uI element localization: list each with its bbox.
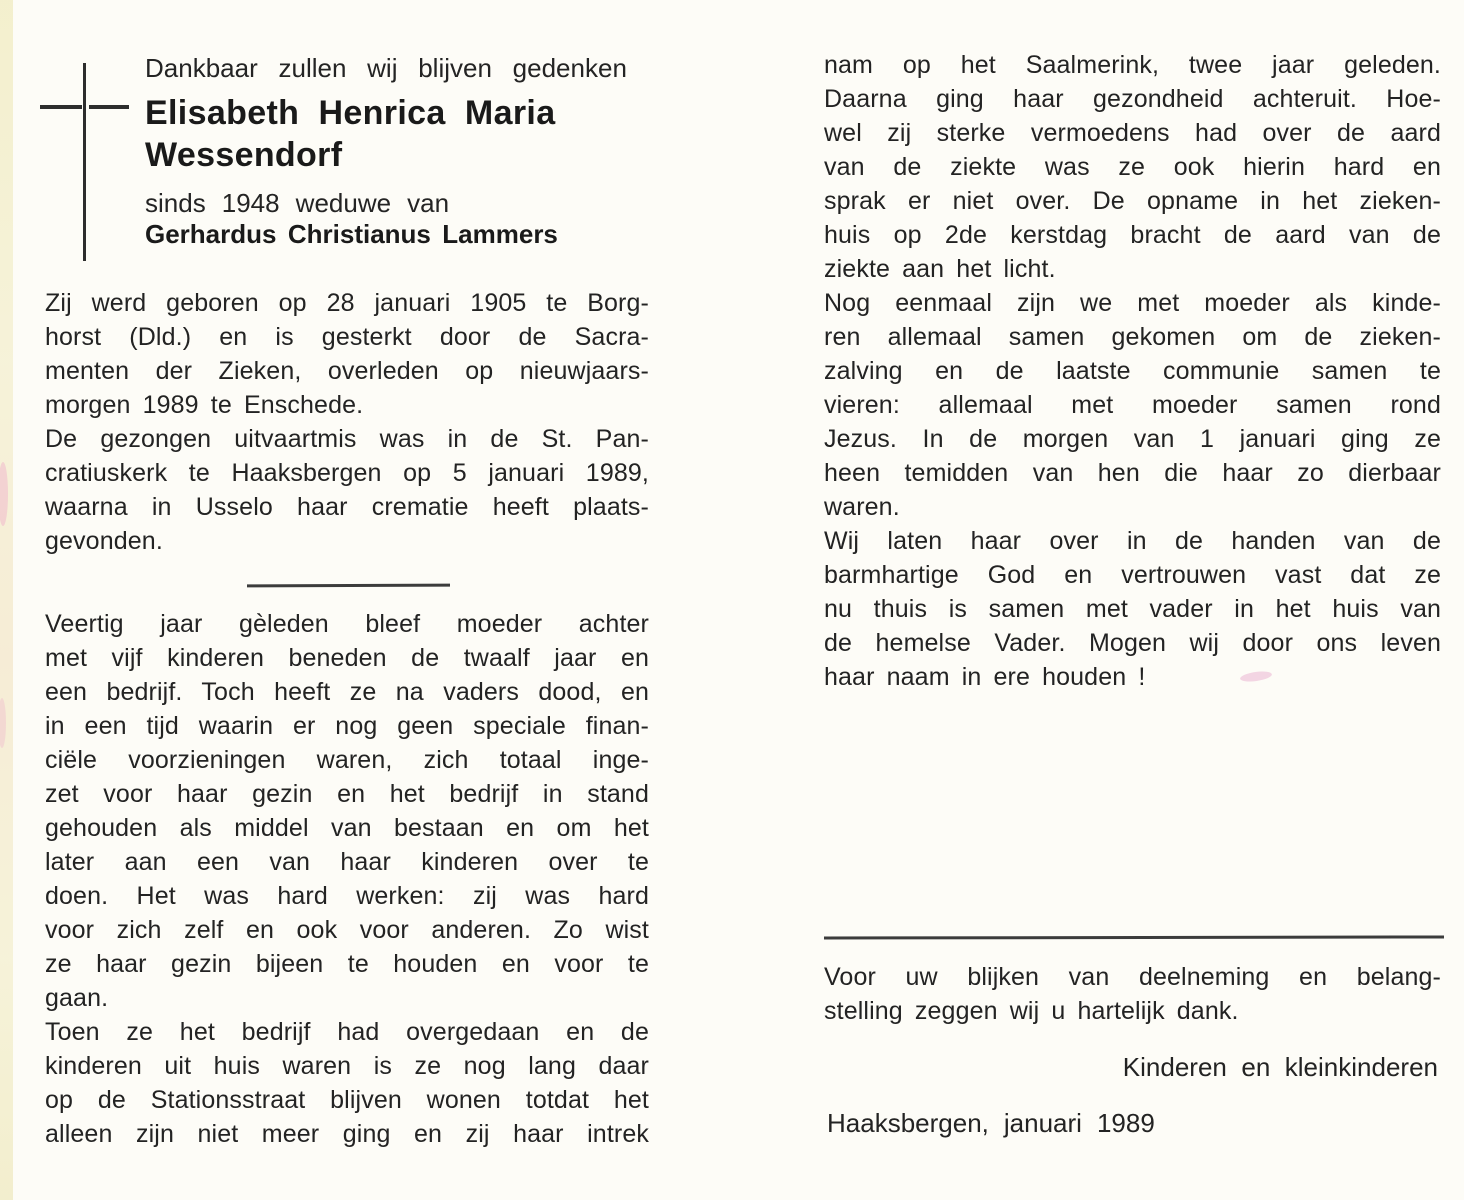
- text-line: gehouden als middel van bestaan en om het: [45, 814, 649, 842]
- text-line: morgen 1989 te Enschede.: [45, 391, 364, 419]
- text-line: menten der Zieken, overleden op nieuwjaars-: [45, 357, 649, 385]
- text-line: op de Stationsstraat blijven wonen totdat het: [45, 1086, 649, 1114]
- right-column-continuation-paragraph: [824, 48, 1441, 694]
- text-line: ze haar gezin bijeen te houden en voor te: [45, 950, 649, 978]
- text-line: vieren: allemaal met moeder samen rond: [824, 391, 1441, 419]
- text-line: waren.: [824, 493, 900, 521]
- text-line: Veertig jaar gèleden bleef moeder achter: [45, 610, 649, 638]
- text-line: horst (Dld.) en is gesterkt door de Sacra-: [45, 323, 649, 351]
- text-line: doen. Het was hard werken: zij was hard: [45, 882, 649, 910]
- text-line: gaan.: [45, 984, 109, 1012]
- deceased-name-line2: Wessendorf: [145, 136, 343, 174]
- text-line: Wij laten haar over in de handen van de: [824, 527, 1441, 555]
- text-line: sprak er niet over. De opname in het zieken-: [824, 187, 1441, 215]
- text-line: ren allemaal samen gekomen om de zieken-: [824, 323, 1441, 351]
- text-line: waarna in Usselo haar crematie heeft plaats-: [45, 493, 649, 521]
- text-line: alleen zijn niet meer ging en zij haar intrek: [45, 1120, 649, 1148]
- acknowledgement-paragraph: [824, 960, 1441, 1028]
- text-line: Jezus. In de morgen van 1 januari ging ze: [824, 425, 1441, 453]
- text-line: Voor uw blijken van deelneming en belang-: [824, 963, 1441, 991]
- text-line: de hemelse Vader. Mogen wij door ons leven: [824, 629, 1441, 657]
- text-line: in een tijd waarin er nog geen speciale finan-: [45, 712, 649, 740]
- text-line: zet voor haar gezin en het bedrijf in stand: [45, 780, 649, 808]
- text-line: nu thuis is samen met vader in het huis van: [824, 595, 1441, 623]
- deceased-name-line1: Elisabeth Henrica Maria: [145, 94, 556, 132]
- text-line: Toen ze het bedrijf had overgedaan en de: [45, 1018, 649, 1046]
- acknowledgement-divider: [824, 935, 1444, 939]
- text-line: barmhartige God en vertrouwen vast dat ze: [824, 561, 1441, 589]
- husband-name: Gerhardus Christianus Lammers: [145, 219, 558, 249]
- text-line: gevonden.: [45, 527, 163, 555]
- text-line: ciële voorzieningen waren, zich totaal inge-: [45, 746, 649, 774]
- text-line: Daarna ging haar gezondheid achteruit. Hoe-: [824, 85, 1441, 113]
- left-column-life-paragraph: [45, 607, 649, 1151]
- scan-edge-artifact: [0, 0, 13, 1200]
- left-column-birth-death-paragraph: [45, 286, 649, 558]
- text-line: De gezongen uitvaartmis was in de St. Pan-: [45, 425, 649, 453]
- text-line: nam op het Saalmerink, twee jaar geleden.: [824, 51, 1441, 79]
- text-line: huis op 2de kerstdag bracht de aard van de: [824, 221, 1441, 249]
- text-line: met vijf kinderen beneden de twaalf jaar en: [45, 644, 649, 672]
- text-line: wel zij sterke vermoedens had over de aard: [824, 119, 1441, 147]
- text-line: Zij werd geboren op 28 januari 1905 te Borg-: [45, 289, 649, 317]
- signature-line: Kinderen en kleinkinderen: [1122, 1052, 1438, 1082]
- text-line: cratiuskerk te Haaksbergen op 5 januari 1989,: [45, 459, 649, 487]
- text-line: voor zich zelf en ook voor anderen. Zo wist: [45, 916, 649, 944]
- text-line: ziekte aan het licht.: [824, 255, 1056, 283]
- place-date-line: Haaksbergen, januari 1989: [827, 1108, 1155, 1138]
- text-line: van de ziekte was ze ook hierin hard en: [824, 153, 1441, 181]
- memorial-intro-line: Dankbaar zullen wij blijven gedenken: [145, 53, 627, 83]
- text-line: later aan een van haar kinderen over te: [45, 848, 649, 876]
- text-line: Nog eenmaal zijn we met moeder als kinde-: [824, 289, 1441, 317]
- text-line: stelling zeggen wij u hartelijk dank.: [824, 997, 1239, 1025]
- left-section-divider: [247, 584, 450, 588]
- deceased-name: [145, 92, 665, 176]
- widow-since-line: sinds 1948 weduwe van: [145, 188, 450, 218]
- text-line: kinderen uit huis waren is ze nog lang daar: [45, 1052, 649, 1080]
- text-line: een bedrijf. Toch heeft ze na vaders dood, en: [45, 678, 649, 706]
- text-line: haar naam in ere houden !: [824, 663, 1146, 691]
- text-line: zalving en de laatste communie samen te: [824, 357, 1441, 385]
- text-line: heen temidden van hen die haar zo dierbaar: [824, 459, 1441, 487]
